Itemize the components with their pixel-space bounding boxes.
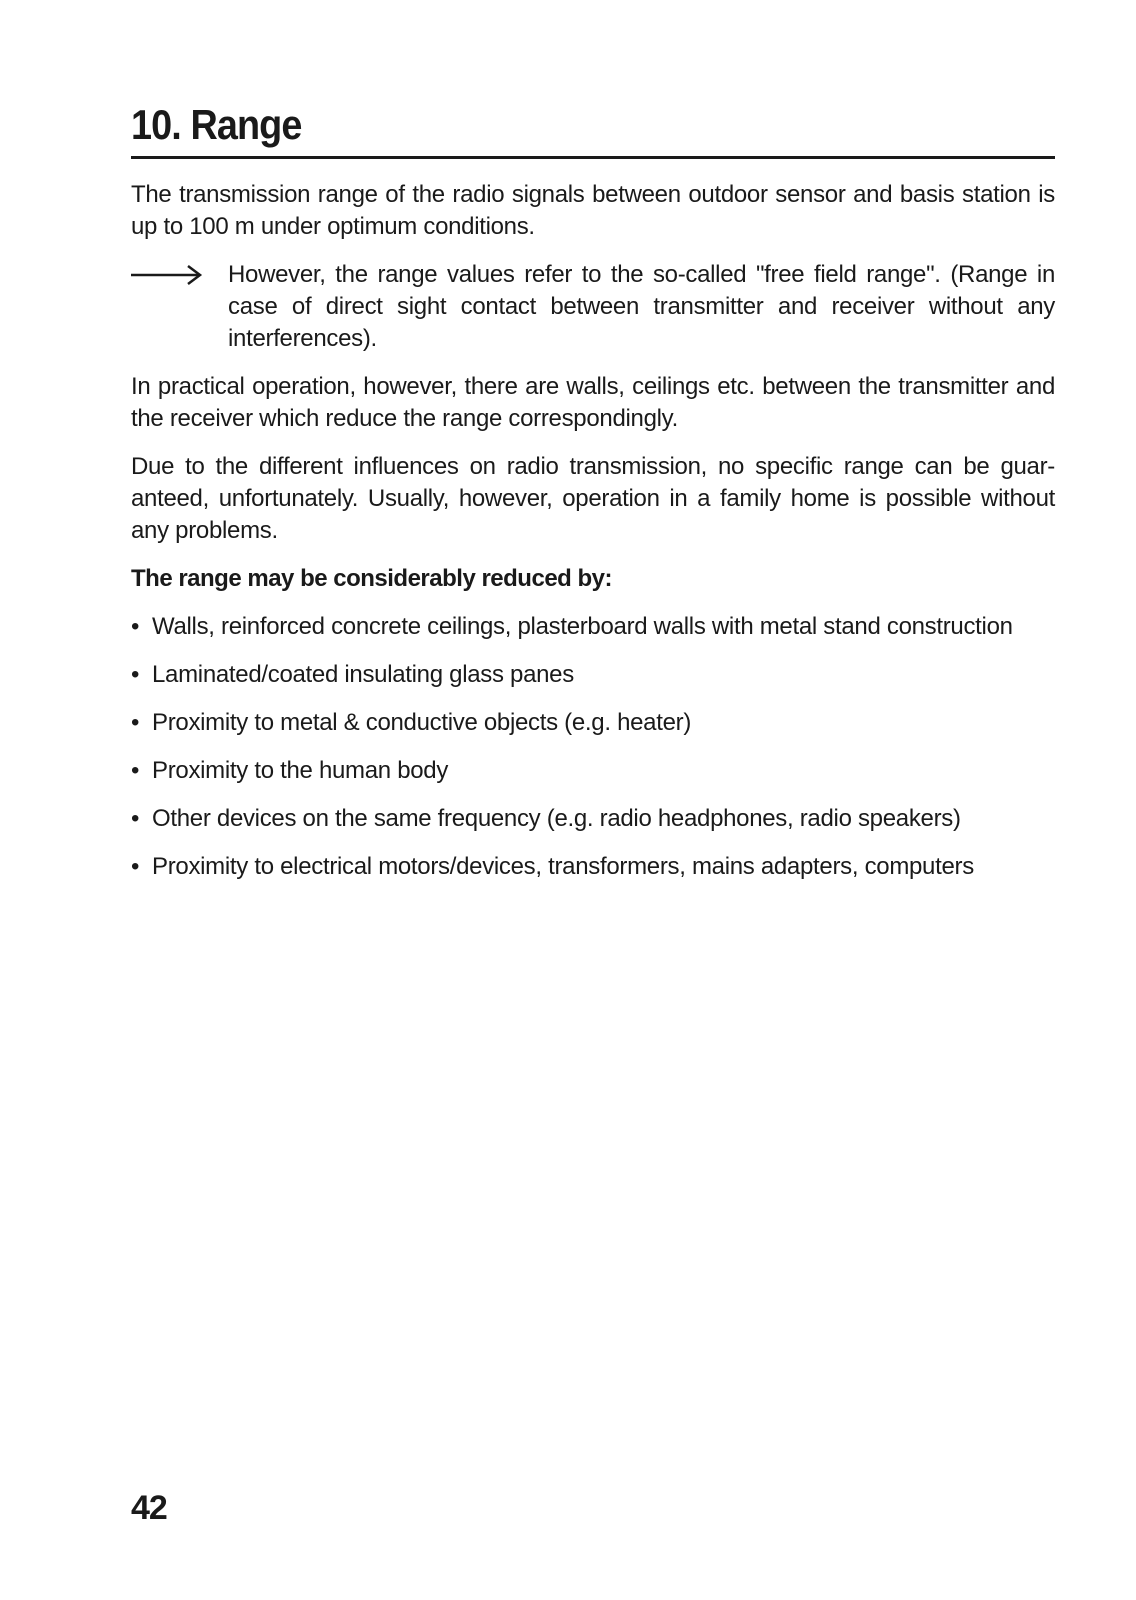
list-item-text: Proximity to metal & conductive objects (e.g. heater) xyxy=(152,709,692,736)
influences-paragraph: Due to the different influences on radio transmission, no specific range can be guar-anteed, unfortunately. Usually, however, operation in a family home is possible without any problems. xyxy=(131,453,1055,544)
list-item-text: Proximity to the human body xyxy=(152,757,449,784)
bullet-icon: • xyxy=(131,661,140,688)
list-item-text: Other devices on the same frequency (e.g. radio headphones, radio speakers) xyxy=(152,805,961,832)
reduced-by-heading: The range may be considerably reduced by: xyxy=(131,565,612,592)
section-title: 10. Range xyxy=(131,101,302,148)
practical-paragraph: In practical operation, however, there are walls, ceilings etc. between the transmitter and the receiver which reduce the range correspondingly. xyxy=(131,373,1055,432)
arrow-right-icon xyxy=(131,259,228,291)
note-block xyxy=(131,259,1055,355)
list-item xyxy=(131,851,1055,883)
list-item-text: Laminated/coated insulating glass panes xyxy=(152,661,574,688)
intro-paragraph: The transmission range of the radio signals between outdoor sensor and basis station is up to 100 m under optimum conditions. xyxy=(131,181,1055,240)
list-item-text: Proximity to electrical motors/devices, transformers, mains adapters, computers xyxy=(152,853,974,880)
page-content xyxy=(131,100,1055,899)
bullet-icon: • xyxy=(131,709,140,736)
reduced-by-list xyxy=(131,611,1055,883)
bullet-icon: • xyxy=(131,853,140,880)
bullet-icon: • xyxy=(131,757,140,784)
bullet-icon: • xyxy=(131,805,140,832)
list-item-text: Walls, reinforced concrete ceilings, plasterboard walls with metal stand construction xyxy=(152,613,1013,640)
list-item xyxy=(131,611,1055,643)
list-item xyxy=(131,659,1055,691)
note-text: However, the range values refer to the so-called "free field range". (Range in case of direct sight contact between transmitter and receiver without any interferences). xyxy=(228,261,1055,352)
list-item xyxy=(131,755,1055,787)
title-underline xyxy=(131,156,1055,159)
list-item xyxy=(131,803,1055,835)
page-number: 42 xyxy=(131,1489,167,1527)
list-item xyxy=(131,707,1055,739)
bullet-icon: • xyxy=(131,613,140,640)
